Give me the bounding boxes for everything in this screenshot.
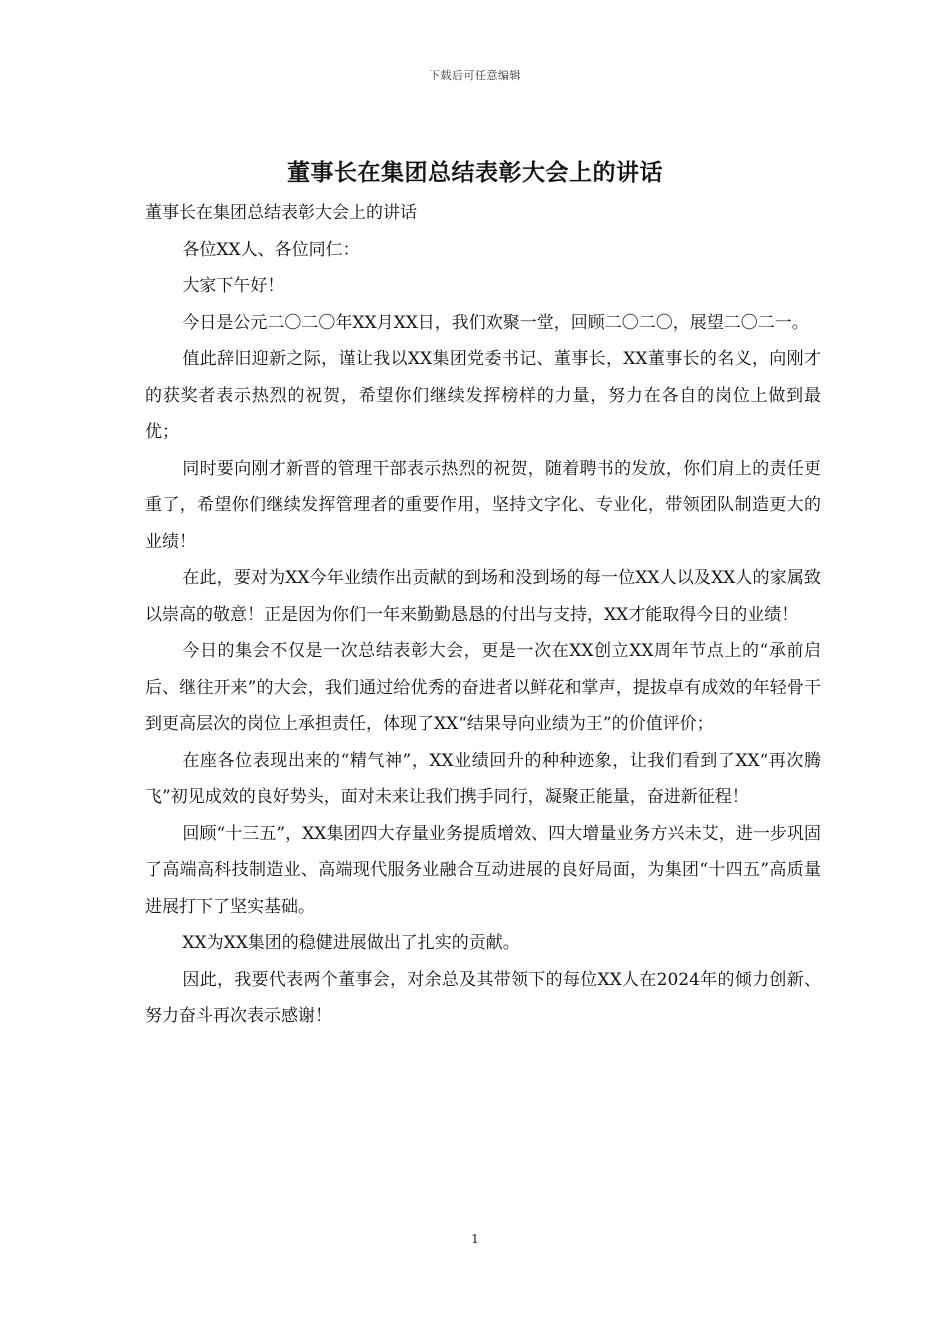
body-paragraph: 大家下午好！ xyxy=(182,276,285,296)
body-paragraph: 今日是公元二〇二〇年XX月XX日，我们欢聚一堂，回顾二〇二〇，展望二〇二一。 xyxy=(182,312,809,333)
body-paragraph: 因此，我要代表两个董事会，对余总及其带领下的每位XX人在2024年的倾力创新、努力奋斗再次表示感谢！ xyxy=(145,969,821,1026)
document-body xyxy=(145,195,821,1035)
header-note: 下载后可任意编辑 xyxy=(429,69,521,82)
body-paragraph: XX为XX集团的稳健进展做出了扎实的贡献。 xyxy=(182,933,520,953)
page-number: 1 xyxy=(471,1232,479,1246)
document-title: 董事长在集团总结表彰大会上的讲话 xyxy=(287,159,663,186)
body-paragraph: 同时要向刚才新晋的管理干部表示热烈的祝贺，随着聘书的发放，你们肩上的责任更重了，希望你们继续发挥管理者的重要作用，坚持文字化、专业化，带领团队制造更大的业绩！ xyxy=(145,458,821,552)
body-paragraph: 各位XX人、各位同仁： xyxy=(182,239,360,260)
body-paragraph: 今日的集会不仅是一次总结表彰大会，更是一次在XX创立XX周年节点上的“承前启后、继往开来”的大会，我们通过给优秀的奋进者以鲜花和掌声，提拔卓有成效的年轻骨干到更高层次的岗位上承担责任，体现了XX“结果导向业绩为王”的价值评价； xyxy=(145,641,821,734)
body-paragraph: 值此辞旧迎新之际，谨让我以XX集团党委书记、董事长，XX董事长的名义，向刚才的获奖者表示热烈的祝贺，希望你们继续发挥榜样的力量，努力在各自的岗位上做到最优； xyxy=(145,349,821,442)
body-paragraph: 在座各位表现出来的“精气神”，XX业绩回升的种种迹象，让我们看到了XX“再次腾飞”初见成效的良好势头，面对未来让我们携手同行，凝聚正能量，奋进新征程！ xyxy=(145,750,821,807)
body-paragraph: 在此，要对为XX今年业绩作出贡献的到场和没到场的每一位XX人以及XX人的家属致以崇高的敬意！正是因为你们一年来勤勤恳恳的付出与支持，XX才能取得今日的业绩！ xyxy=(145,568,821,625)
body-paragraph-subtitle: 董事长在集团总结表彰大会上的讲话 xyxy=(145,203,417,223)
body-paragraph: 回顾“十三五”，XX集团四大存量业务提质增效、四大增量业务方兴未艾，进一步巩固了高端高科技制造业、高端现代服务业融合互动进展的良好局面，为集团“十四五”高质量进展打下了坚实基础。 xyxy=(145,823,821,917)
